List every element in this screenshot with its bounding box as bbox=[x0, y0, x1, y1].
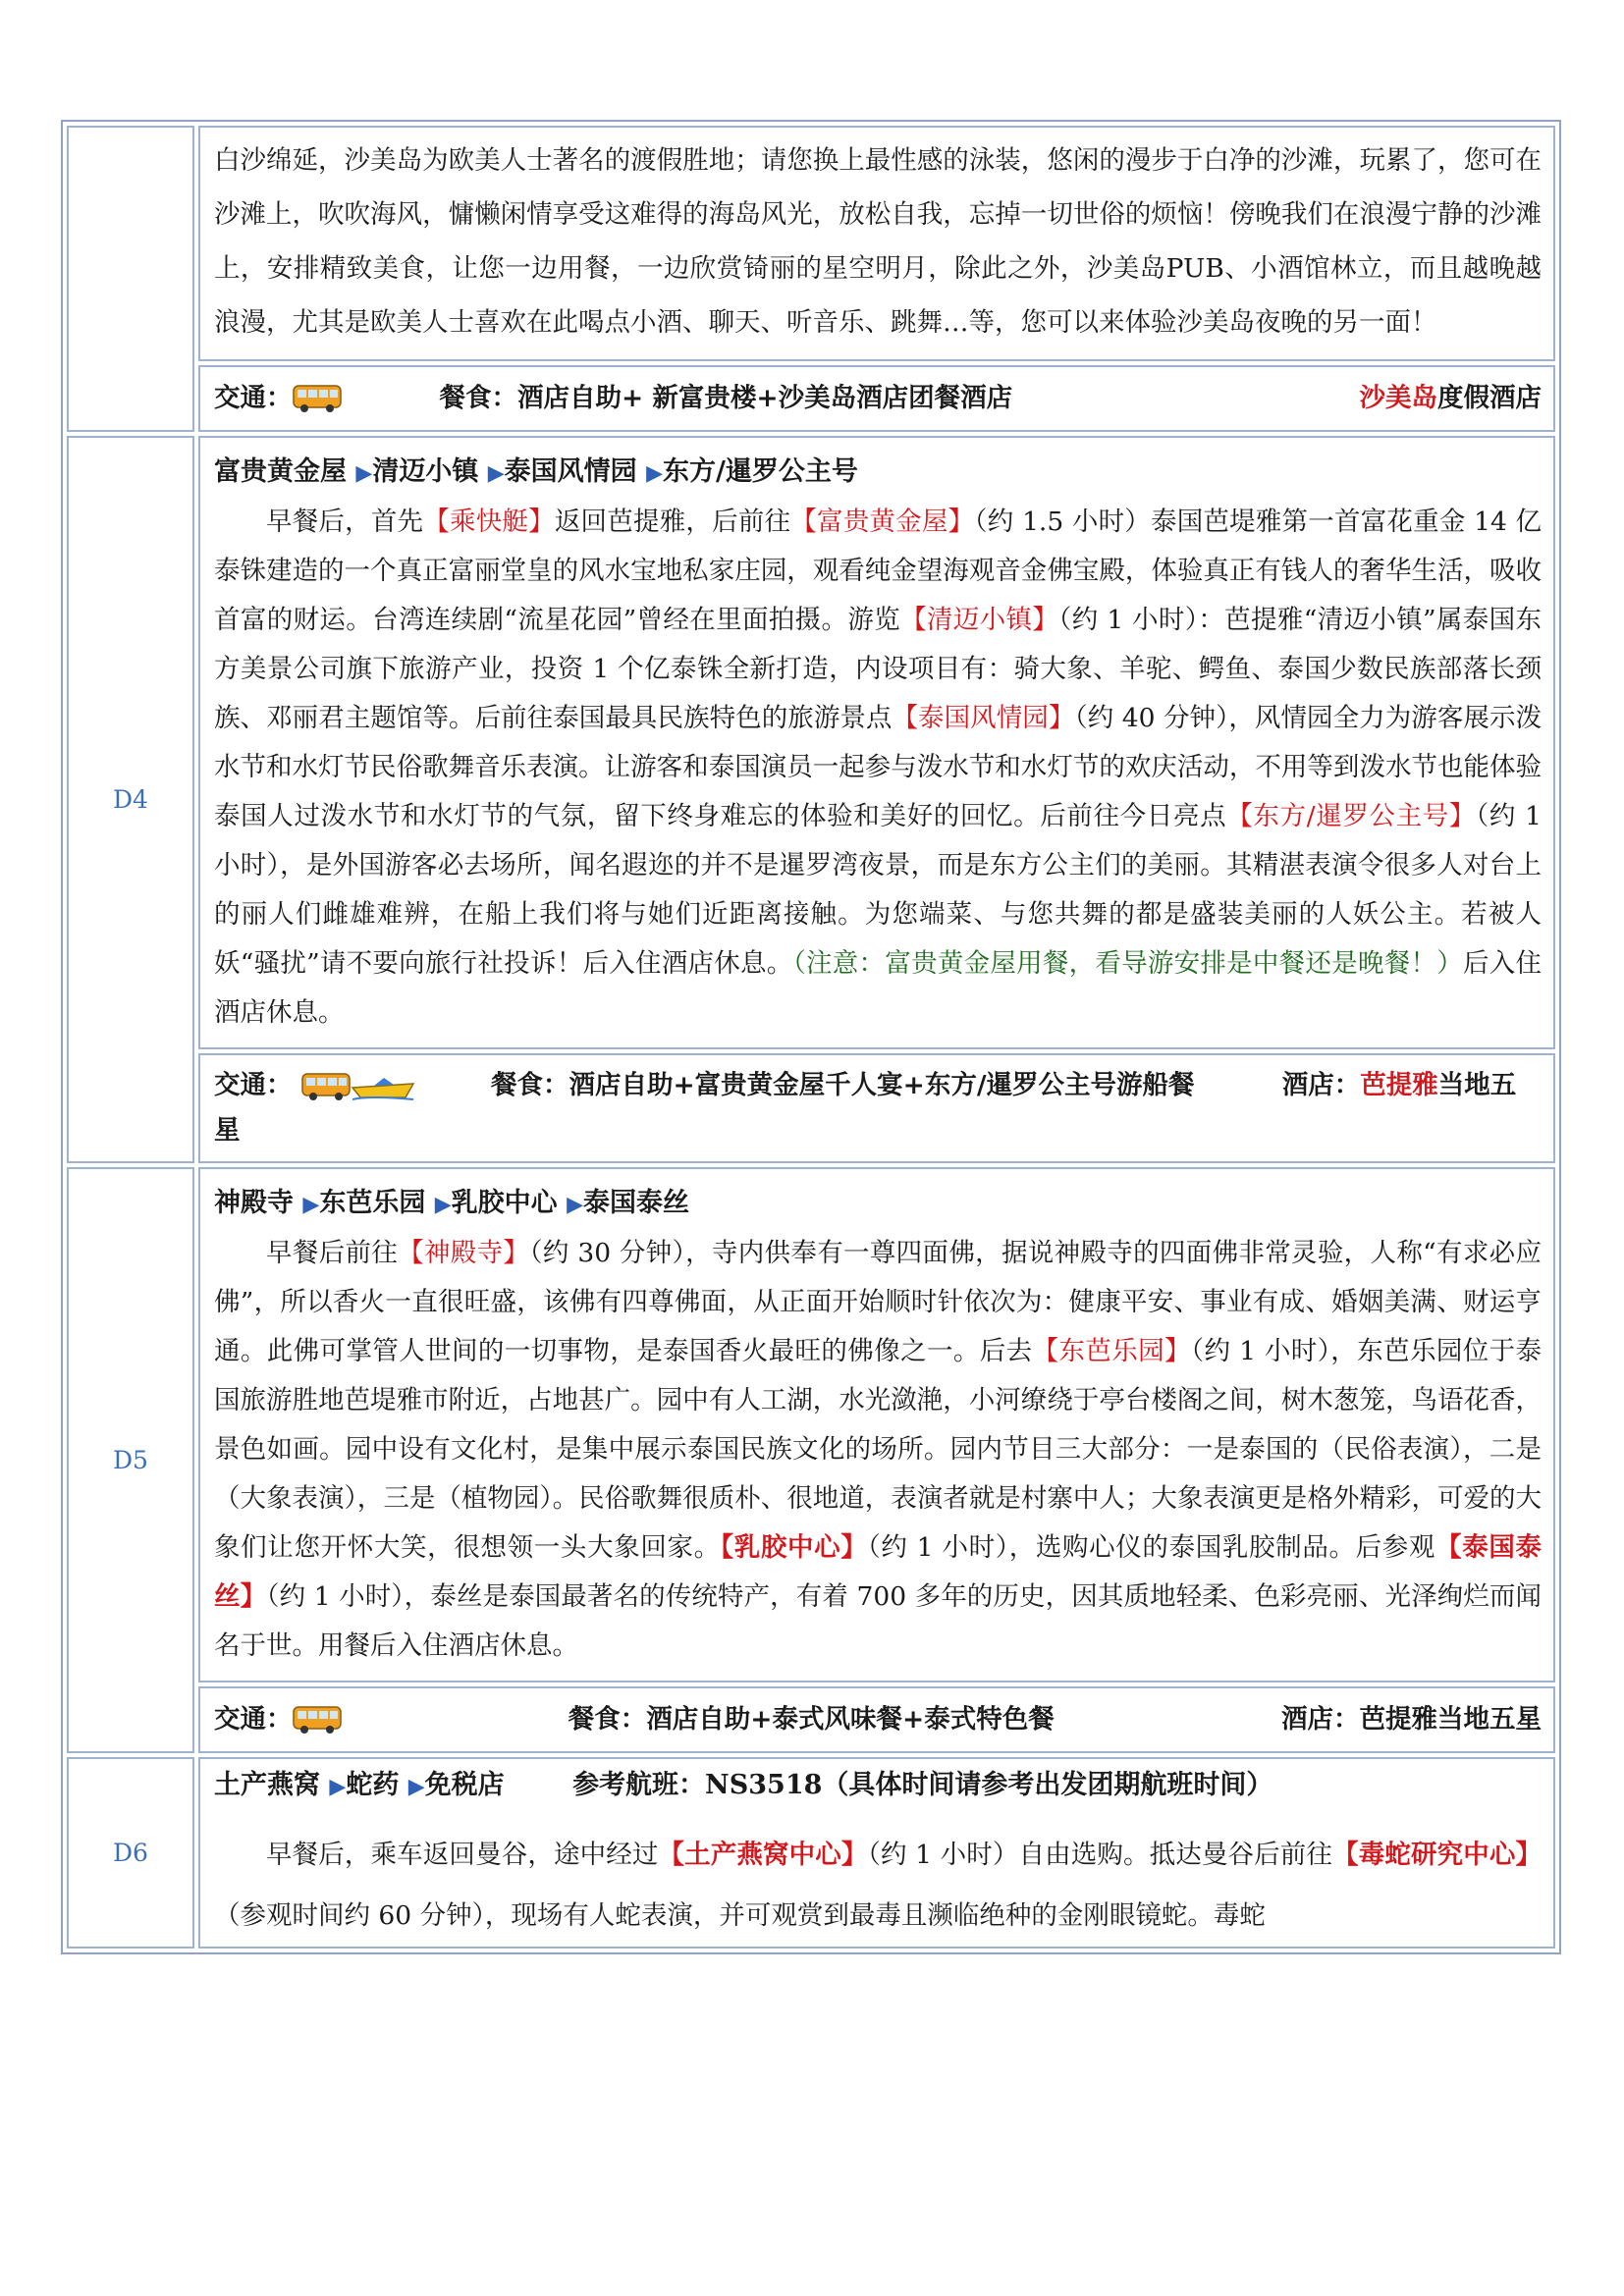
day4-hotel-highlight: 芭提雅 bbox=[1360, 1070, 1438, 1100]
day5-title bbox=[214, 1179, 1542, 1229]
day4-stop-3: 泰国风情园 bbox=[504, 456, 637, 487]
day4-label: D4 bbox=[113, 785, 148, 814]
arrow-icon: ▶ bbox=[407, 1774, 425, 1799]
day6-label-cell bbox=[67, 1757, 194, 1949]
day3-body-row bbox=[67, 126, 1555, 361]
day5-stop-1: 神殿寺 bbox=[214, 1188, 294, 1218]
day4-meta-row bbox=[67, 1053, 1555, 1163]
day6-stop-1: 土产燕窝 bbox=[214, 1770, 320, 1800]
day4-label-cell bbox=[67, 436, 194, 1163]
bus-icon bbox=[293, 1705, 342, 1735]
day6-title bbox=[214, 1761, 1542, 1811]
day3-meta-cell bbox=[198, 365, 1555, 432]
day5-description: 早餐后前往【神殿寺】（约 30 分钟），寺内供奉有一尊四面佛，据说神殿寺的四面佛非常灵验，人称“有求必应佛”，所以香火一直很旺盛，该佛有四尊佛面，从正面开始顺时针依次为：健康平安、事业有成、婚姻美满、财运亨通。此佛可掌管人世间的一切事物，是泰国香火最旺的佛像之一。后去【东芭乐园】（约 1 小时），东芭乐园位于泰国旅游胜地芭堤雅市附近，占地甚广。园中有人工湖，水光潋滟，小河缭绕于亭台楼阁之间，树木葱笼，鸟语花香，景色如画。园中设有文化村，是集中展示泰国民族文化的场所。园内节目三大部分：一是泰国的（民俗表演），二是（大象表演），三是（植物园）。民俗歌舞很质朴、很地道，表演者就是村寨中人；大象表演更是格外精彩，可爱的大象们让您开怀大笑，很想领一头大象回家。【乳胶中心】（约 1 小时），选购心仪的泰国乳胶制品。后参观【泰国泰丝】（约 1 小时），泰丝是泰国最著名的传统特产，有着 700 多年的历史，因其质地轻柔、色彩亮丽、光泽绚烂而闻名于世。用餐后入住酒店休息。 bbox=[214, 1238, 1543, 1661]
day3-description-cell bbox=[198, 126, 1555, 361]
day6-stop-3: 免税店 bbox=[424, 1770, 505, 1800]
speedboat-icon bbox=[351, 1072, 415, 1101]
day4-title bbox=[214, 448, 1542, 498]
day6-description-cell bbox=[198, 1757, 1555, 1949]
day6-body-row bbox=[67, 1757, 1555, 1949]
arrow-icon: ▶ bbox=[567, 1192, 583, 1217]
arrow-icon: ▶ bbox=[646, 460, 663, 486]
day4-description: 早餐后，首先【乘快艇】返回芭提雅，后前往【富贵黄金屋】（约 1.5 小时）泰国芭堤雅第一首富花重金 14 亿泰铢建造的一个真正富丽堂皇的风水宝地私家庄园，观看纯金望海观音金佛宝殿，体验真正有钱人的奢华生活，吸收首富的财运。台湾连续剧“流星花园”曾经在里面拍摄。游览【清迈小镇】（约 1 小时）：芭提雅“清迈小镇”属泰国东方美景公司旗下旅游产业，投资 1 个亿泰铢全新打造，内设项目有：骑大象、羊驼、鳄鱼、泰国少数民族部落长颈族、邓丽君主题馆等。后前往泰国最具民族特色的旅游景点【泰国风情园】（约 40 分钟），风情园全力为游客展示泼水节和水灯节民俗歌舞音乐表演。让游客和泰国演员一起参与泼水节和水灯节的欢庆活动，不用等到泼水节也能体验泰国人过泼水节和水灯节的气氛，留下终身难忘的体验和美好的回忆。后前往今日亮点【东方/暹罗公主号】（约 1 小时），是外国游客必去场所，闻名遐迩的并不是暹罗湾夜景，而是东方公主们的美丽。其精湛表演令很多人对台上的丽人们雌雄难辨，在船上我们将与她们近距离接触。为您端菜、与您共舞的都是盛装美丽的人妖公主。若被人妖“骚扰”请不要向旅行社投诉！后入住酒店休息。（注意：富贵黄金屋用餐，看导游安排是中餐还是晚餐！）后入住酒店休息。 bbox=[214, 507, 1543, 1028]
day4-stop-1: 富贵黄金屋 bbox=[214, 456, 347, 487]
arrow-icon: ▶ bbox=[434, 1192, 452, 1217]
day4-hotel-label: 酒店： bbox=[1281, 1070, 1361, 1100]
arrow-icon: ▶ bbox=[355, 460, 373, 486]
itinerary-table bbox=[61, 120, 1561, 1954]
day3-hotel-rest: 度假酒店 bbox=[1437, 383, 1542, 413]
day4-description-cell bbox=[198, 436, 1555, 1049]
day5-stop-4: 泰国泰丝 bbox=[582, 1188, 689, 1218]
day3-meta-row bbox=[67, 365, 1555, 432]
day3-hotel bbox=[1360, 375, 1543, 422]
day5-meta-row bbox=[67, 1686, 1555, 1753]
day4-stop-2: 清迈小镇 bbox=[372, 456, 479, 487]
day3-meal: 餐食：酒店自助+ 新富贵楼+沙美岛酒店团餐酒店 bbox=[439, 383, 1013, 413]
day4-hotel-rest: 当地五星 bbox=[214, 1070, 1517, 1146]
transport-label: 交通： bbox=[214, 1704, 293, 1735]
day6-flight: 参考航班：NS3518（具体时间请参考出发团期航班时间） bbox=[572, 1770, 1273, 1800]
day5-stop-3: 乳胶中心 bbox=[451, 1188, 558, 1218]
day5-hotel: 酒店：芭提雅当地五星 bbox=[1280, 1704, 1542, 1735]
bus-icon bbox=[301, 1072, 351, 1101]
day5-description-cell bbox=[198, 1167, 1555, 1682]
day5-label-cell bbox=[67, 1167, 194, 1753]
arrow-icon: ▶ bbox=[302, 1192, 320, 1217]
bus-icon bbox=[293, 384, 342, 413]
day5-meal: 餐食：酒店自助+泰式风味餐+泰式特色餐 bbox=[568, 1704, 1055, 1735]
day5-body-row bbox=[67, 1167, 1555, 1682]
day3-hotel-highlight: 沙美岛 bbox=[1359, 383, 1437, 413]
day6-label: D6 bbox=[113, 1839, 148, 1867]
day5-label: D5 bbox=[113, 1446, 148, 1474]
arrow-icon: ▶ bbox=[329, 1774, 347, 1799]
day4-stop-4: 东方/暹罗公主号 bbox=[662, 456, 858, 487]
day4-meta-cell bbox=[198, 1053, 1555, 1163]
day6-description: 早餐后，乘车返回曼谷，途中经过【土产燕窝中心】（约 1 小时）自由选购。抵达曼谷后前往【毒蛇研究中心】（参观时间约 60 分钟），现场有人蛇表演，并可观赏到最毒且濒临绝种的金刚眼镜蛇。毒蛇 bbox=[214, 1840, 1543, 1931]
arrow-icon: ▶ bbox=[487, 460, 505, 486]
transport-label: 交通： bbox=[214, 1070, 293, 1100]
day4-body-row bbox=[67, 436, 1555, 1049]
day3-label-cell bbox=[67, 126, 194, 432]
day3-description: 白沙绵延，沙美岛为欧美人士著名的渡假胜地；请您换上最性感的泳装，悠闲的漫步于白净的沙滩，玩累了，您可在沙滩上，吹吹海风，慵懒闲情享受这难得的海岛风光，放松自我，忘掉一切世俗的烦恼！傍晚我们在浪漫宁静的沙滩上，安排精致美食，让您一边用餐，一边欣赏锜丽的星空明月，除此之外，沙美岛PUB、小酒馆林立，而且越晚越浪漫，尤其是欧美人士喜欢在此喝点小酒、聊天、听音乐、跳舞…等，您可以来体验沙美岛夜晚的另一面！ bbox=[214, 145, 1542, 338]
day5-meta-cell bbox=[198, 1686, 1555, 1753]
day4-meal: 餐食：酒店自助+富贵黄金屋千人宴+东方/暹罗公主号游船餐 bbox=[490, 1070, 1195, 1100]
day6-stop-2: 蛇药 bbox=[346, 1770, 400, 1800]
day5-stop-2: 东芭乐园 bbox=[319, 1188, 426, 1218]
transport-label: 交通： bbox=[214, 383, 293, 413]
itinerary-page bbox=[61, 120, 1561, 1954]
